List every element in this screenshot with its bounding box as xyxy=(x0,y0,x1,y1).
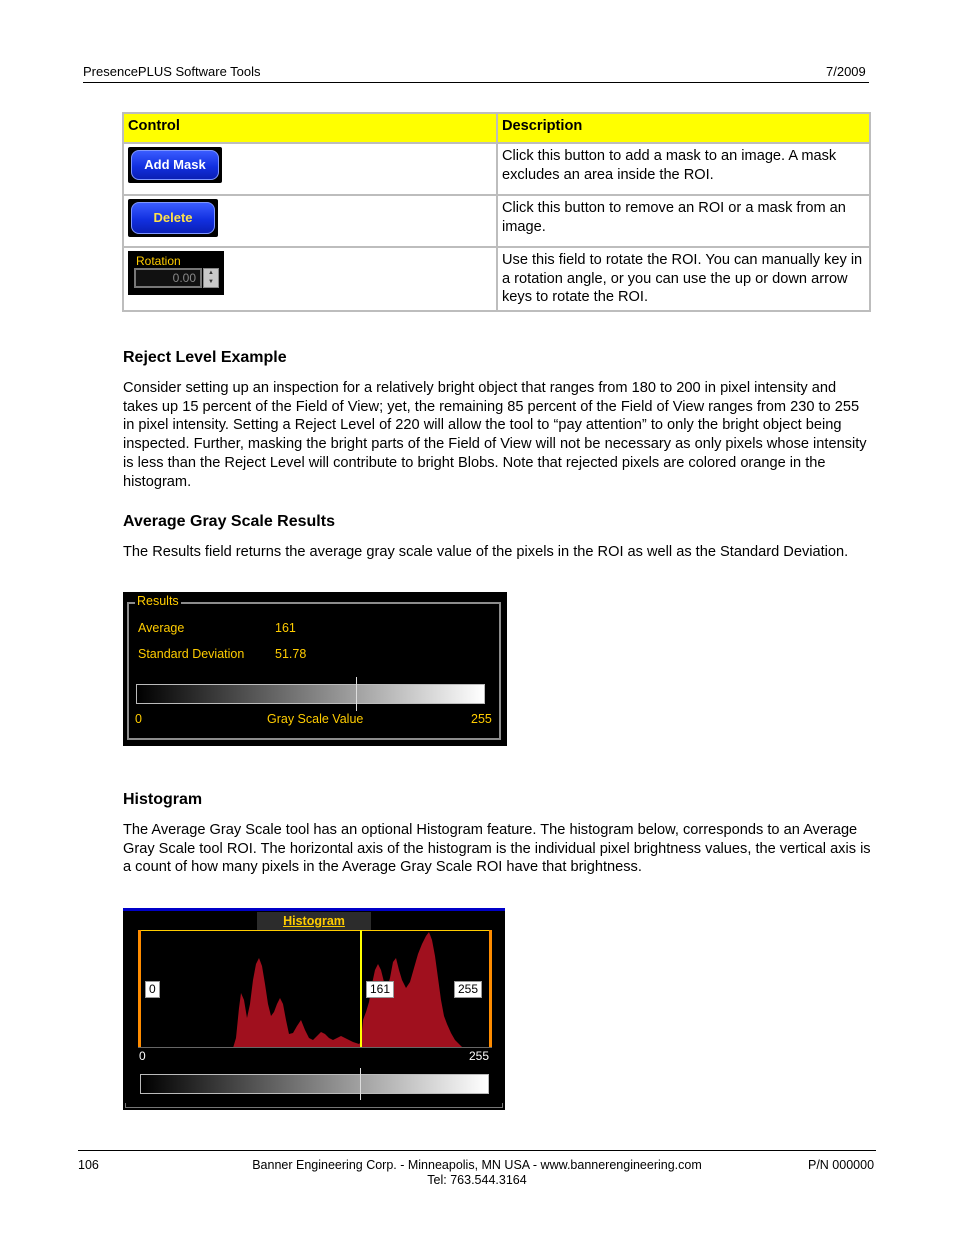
results-panel xyxy=(123,592,507,746)
high-tag: 255 xyxy=(454,981,482,998)
stddev-label: Standard Deviation xyxy=(138,647,245,661)
table-row xyxy=(123,247,870,311)
histogram-distribution xyxy=(233,932,463,1048)
average-value: 161 xyxy=(275,621,296,635)
scale-max: 255 xyxy=(471,712,492,726)
axis-min-label: 0 xyxy=(139,1049,146,1063)
column-header-control: Control xyxy=(123,113,497,143)
description-cell: Click this button to remove an ROI or a mask from an image. xyxy=(497,195,870,247)
avg-gray-body: The Results field returns the average gray scale value of the pixels in the ROI as well as the Standard Deviation. xyxy=(123,544,849,560)
average-marker-line xyxy=(360,930,362,1048)
delete-button[interactable] xyxy=(128,199,218,237)
footer-page-number: 106 xyxy=(78,1158,99,1172)
footer-company: Banner Engineering Corp. - Minneapolis, MN USA - www.bannerengineering.com xyxy=(252,1158,702,1172)
high-threshold-line[interactable] xyxy=(489,930,492,1048)
low-tag: 0 xyxy=(145,981,160,998)
header-date: 7/2009 xyxy=(826,64,866,79)
description-cell: Click this button to add a mask to an image. A mask excludes an area inside the ROI. xyxy=(497,143,870,195)
average-label: Average xyxy=(138,621,185,635)
results-label: Results xyxy=(137,594,179,608)
description-cell: Use this field to rotate the ROI. You can manually key in a rotation angle, or you can use the up or down arrow keys to rotate the ROI. xyxy=(497,247,870,311)
panel-bottom-frame xyxy=(125,1103,503,1108)
control-cell xyxy=(123,143,497,195)
arrow-down-icon[interactable]: ▼ xyxy=(208,279,214,285)
table-row xyxy=(123,195,870,247)
gray-scale-ramp xyxy=(136,684,485,704)
scale-min: 0 xyxy=(135,712,142,726)
average-marker xyxy=(356,677,357,711)
control-cell xyxy=(123,247,497,311)
control-table xyxy=(122,112,871,312)
footer-part-number: P/N 000000 xyxy=(808,1158,875,1172)
low-threshold-line[interactable] xyxy=(138,930,141,1048)
reject-level-title: Reject Level Example xyxy=(123,349,287,366)
scale-label: Gray Scale Value xyxy=(267,712,364,726)
histogram-title: Histogram xyxy=(123,791,203,808)
rotation-spinner[interactable] xyxy=(203,268,219,288)
histogram-ramp-marker xyxy=(360,1068,361,1100)
reject-level-body: Consider setting up an inspection for a relatively bright object that ranges from 180 to 200 in pixel intensity and takes up 15 percent of the Field of View; yet, the remaining 85 percent of the Field of View ranges from 230 to 255 in pixel intensity. Setting a Reject Level of 220 will allow the tool to “pay attention” to only the bright object being inspected. Further, masking the bright parts of the Field of View will not be necessary as only pixels whose intensity is less than the Reject Level will contribute to bright Blobs. Note that rejected pixels are colored orange in the histogram. xyxy=(123,380,867,490)
mid-tag: 161 xyxy=(366,981,394,998)
table-header-row xyxy=(123,113,870,143)
footer-phone: Tel: 763.544.3164 xyxy=(427,1173,527,1187)
histogram-panel xyxy=(123,908,505,1110)
rotation-input[interactable]: 0.00 xyxy=(134,268,202,288)
header-rule xyxy=(83,82,869,83)
table-row xyxy=(123,143,870,195)
footer-rule xyxy=(78,1150,876,1151)
avg-gray-title: Average Gray Scale Results xyxy=(123,513,335,530)
add-mask-button[interactable] xyxy=(128,147,222,183)
histogram-body: The Average Gray Scale tool has an optional Histogram feature. The histogram below, corresponds to an Average Gray Scale tool ROI. The horizontal axis of the histogram is the individual pixel brightness values, the vertical axis is a count of how many pixels in the Average Gray Scale ROI have that brightness. xyxy=(123,822,871,876)
stddev-value: 51.78 xyxy=(275,647,307,661)
control-cell xyxy=(123,195,497,247)
histogram-panel-title: Histogram xyxy=(283,914,345,928)
axis-max-label: 255 xyxy=(469,1049,490,1063)
histogram-baseline xyxy=(138,1047,492,1048)
add-mask-button-label: Add Mask xyxy=(131,150,219,180)
column-header-description: Description xyxy=(497,113,870,143)
rotation-label: Rotation xyxy=(136,254,181,268)
arrow-up-icon[interactable]: ▲ xyxy=(208,270,214,276)
rotation-widget xyxy=(128,251,224,295)
histogram-gray-ramp xyxy=(140,1074,489,1094)
header-title: PresencePLUS Software Tools xyxy=(83,64,261,79)
delete-button-label: Delete xyxy=(131,202,215,234)
